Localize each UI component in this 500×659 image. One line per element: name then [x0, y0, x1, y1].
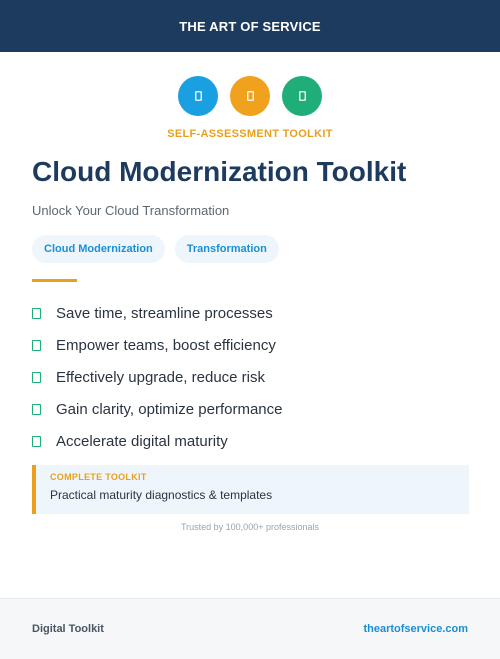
orange-circle-icon: [230, 76, 270, 116]
brand-name: THE ART OF SERVICE: [179, 18, 321, 34]
tag-cloud-modernization[interactable]: Cloud Modernization: [32, 235, 165, 263]
tag-list: [32, 235, 279, 263]
check-box-icon: [32, 308, 41, 319]
placeholder-glyph-icon: [299, 91, 306, 101]
benefit-text: Gain clarity, optimize performance: [56, 400, 283, 418]
kicker-label: SELF-ASSESSMENT TOOLKIT: [167, 128, 333, 140]
accent-divider: [32, 279, 77, 282]
placeholder-glyph-icon: [195, 91, 202, 101]
benefit-text: Empower teams, boost efficiency: [56, 336, 276, 354]
tag-transformation[interactable]: Transformation: [175, 235, 279, 263]
benefit-text: Accelerate digital maturity: [56, 432, 228, 450]
benefit-item: [32, 297, 282, 329]
benefit-item: [32, 425, 282, 457]
blue-circle-icon: [178, 76, 218, 116]
benefit-list: [32, 297, 282, 457]
page-subtitle: Unlock Your Cloud Transformation: [32, 203, 230, 218]
check-box-icon: [32, 404, 41, 415]
footer-label: Digital Toolkit: [32, 623, 104, 635]
top-banner: [0, 0, 500, 52]
benefit-item: [32, 393, 282, 425]
trust-note: Trusted by 100,000+ professionals: [180, 522, 319, 532]
icon-row: [0, 76, 500, 116]
benefit-text: Save time, streamline processes: [56, 304, 273, 322]
check-box-icon: [32, 372, 41, 383]
page-title: Cloud Modernization Toolkit: [32, 156, 407, 187]
placeholder-glyph-icon: [247, 91, 254, 101]
callout-label: COMPLETE TOOLKIT: [50, 472, 147, 482]
green-circle-icon: [282, 76, 322, 116]
callout-text: Practical maturity diagnostics & templates: [50, 488, 273, 502]
benefit-text: Effectively upgrade, reduce risk: [56, 368, 265, 386]
website-link[interactable]: theartofservice.com: [363, 623, 468, 635]
footer: [0, 598, 500, 659]
check-box-icon: [32, 340, 41, 351]
benefit-item: [32, 361, 282, 393]
check-box-icon: [32, 436, 41, 447]
benefit-item: [32, 329, 282, 361]
complete-toolkit-callout: [32, 465, 469, 514]
